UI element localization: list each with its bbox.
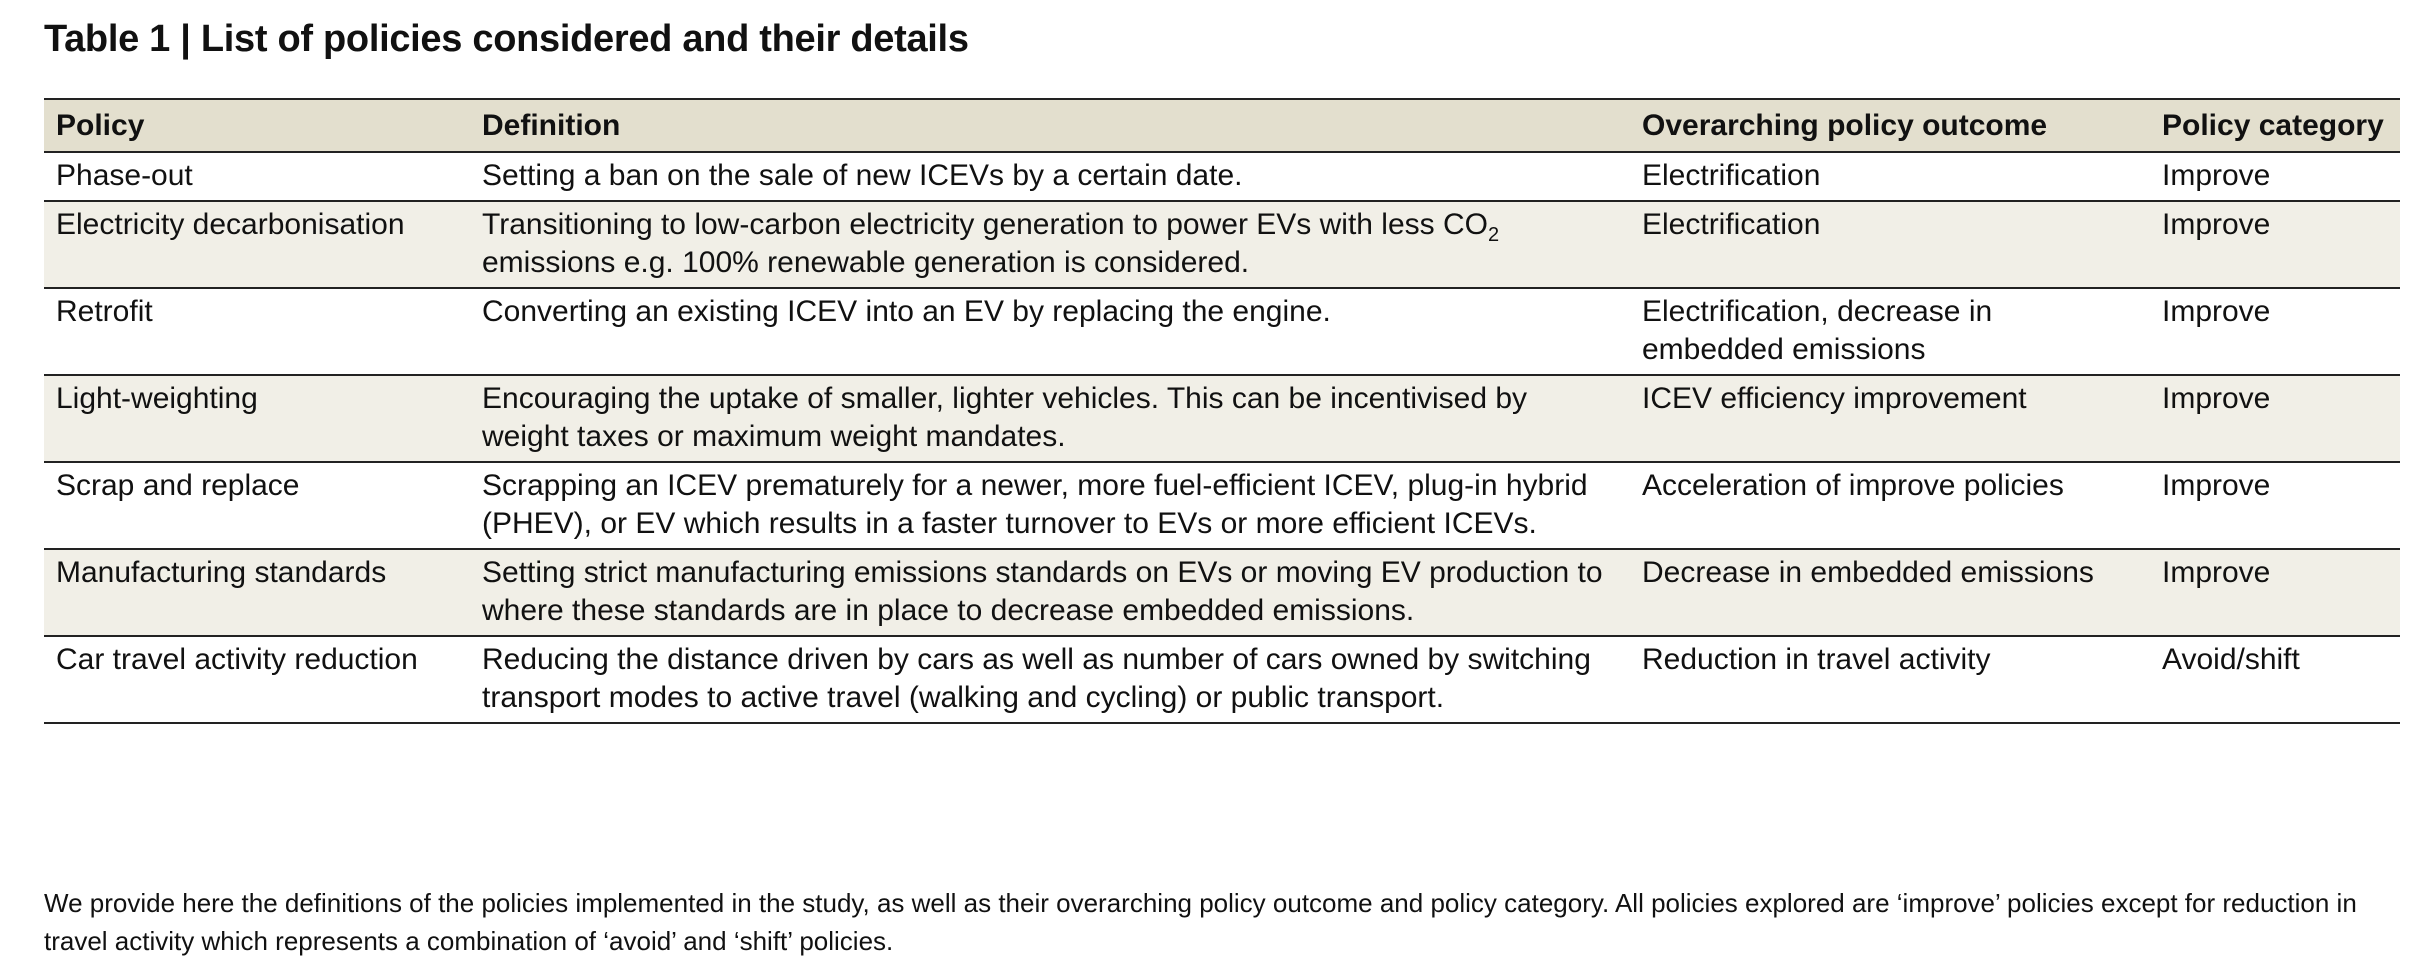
table-title: Table 1 | List of policies considered and their details (44, 18, 969, 60)
table-row (44, 462, 2400, 549)
cell-definition: Scrapping an ICEV prematurely for a newer, more fuel-efficient ICEV, plug-in hybrid (PHEV), or EV which results in a faster turnover to EVs or more efficient ICEVs. (482, 469, 1588, 540)
cell-definition: Reducing the distance driven by cars as well as number of cars owned by switching transport modes to active travel (walking and cycling) or public transport. (482, 643, 1591, 714)
table-footnote: We provide here the definitions of the policies implemented in the study, as well as their overarching policy outcome and policy category. All policies explored are ‘improve’ policies except for reduction in travel activity which represents a combination of ‘avoid’ and ‘shift’ policies. (44, 888, 2357, 956)
cell-definition (470, 201, 1630, 288)
cell-policy: Manufacturing standards (56, 556, 387, 589)
cell-definition: Encouraging the uptake of smaller, lighter vehicles. This can be incentivised by weight taxes or maximum weight mandates. (482, 382, 1528, 453)
table-row (44, 375, 2400, 462)
cell-definition: Setting a ban on the sale of new ICEVs by a certain date. (482, 159, 1243, 192)
policies-table (44, 98, 2400, 724)
cell-category: Improve (2162, 295, 2271, 328)
cell-outcome: Electrification, decrease in embedded emissions (1642, 295, 1993, 366)
cell-outcome: Electrification (1642, 208, 1821, 241)
header-category: Policy category (2162, 109, 2384, 142)
cell-policy: Car travel activity reduction (56, 643, 418, 676)
table-row (44, 152, 2400, 201)
cell-policy: Scrap and replace (56, 469, 300, 502)
cell-outcome: Electrification (1642, 159, 1821, 192)
table-header-row (44, 99, 2400, 152)
cell-policy: Light-weighting (56, 382, 258, 415)
cell-definition: Converting an existing ICEV into an EV by replacing the engine. (482, 295, 1331, 328)
cell-category: Improve (2162, 159, 2271, 192)
header-outcome: Overarching policy outcome (1642, 109, 2048, 142)
header-definition: Definition (482, 109, 621, 142)
cell-outcome: Acceleration of improve policies (1642, 469, 2064, 502)
cell-category: Avoid/shift (2162, 643, 2300, 676)
table-row (44, 288, 2400, 375)
cell-policy: Electricity decarbonisation (56, 208, 405, 241)
cell-policy: Phase-out (56, 159, 193, 192)
cell-definition: Setting strict manufacturing emissions standards on EVs or moving EV production to where these standards are in place to decrease embedded emissions. (482, 556, 1603, 627)
cell-outcome: Decrease in embedded emissions (1642, 556, 2094, 589)
cell-outcome: ICEV efficiency improvement (1642, 382, 2027, 415)
cell-category: Improve (2162, 382, 2271, 415)
cell-outcome: Reduction in travel activity (1642, 643, 1991, 676)
table-row (44, 636, 2400, 723)
cell-category: Improve (2162, 556, 2271, 589)
subscript-2: 2 (1488, 224, 1500, 246)
header-policy: Policy (56, 109, 145, 142)
table-row (44, 549, 2400, 636)
cell-policy: Retrofit (56, 295, 153, 328)
table-row (44, 201, 2400, 288)
cell-category: Improve (2162, 208, 2271, 241)
definition-text: Transitioning to low-carbon electricity generation to power EVs with less CO (482, 208, 1488, 241)
cell-category: Improve (2162, 469, 2271, 502)
definition-text-cont: emissions e.g. 100% renewable generation is considered. (482, 246, 1250, 279)
